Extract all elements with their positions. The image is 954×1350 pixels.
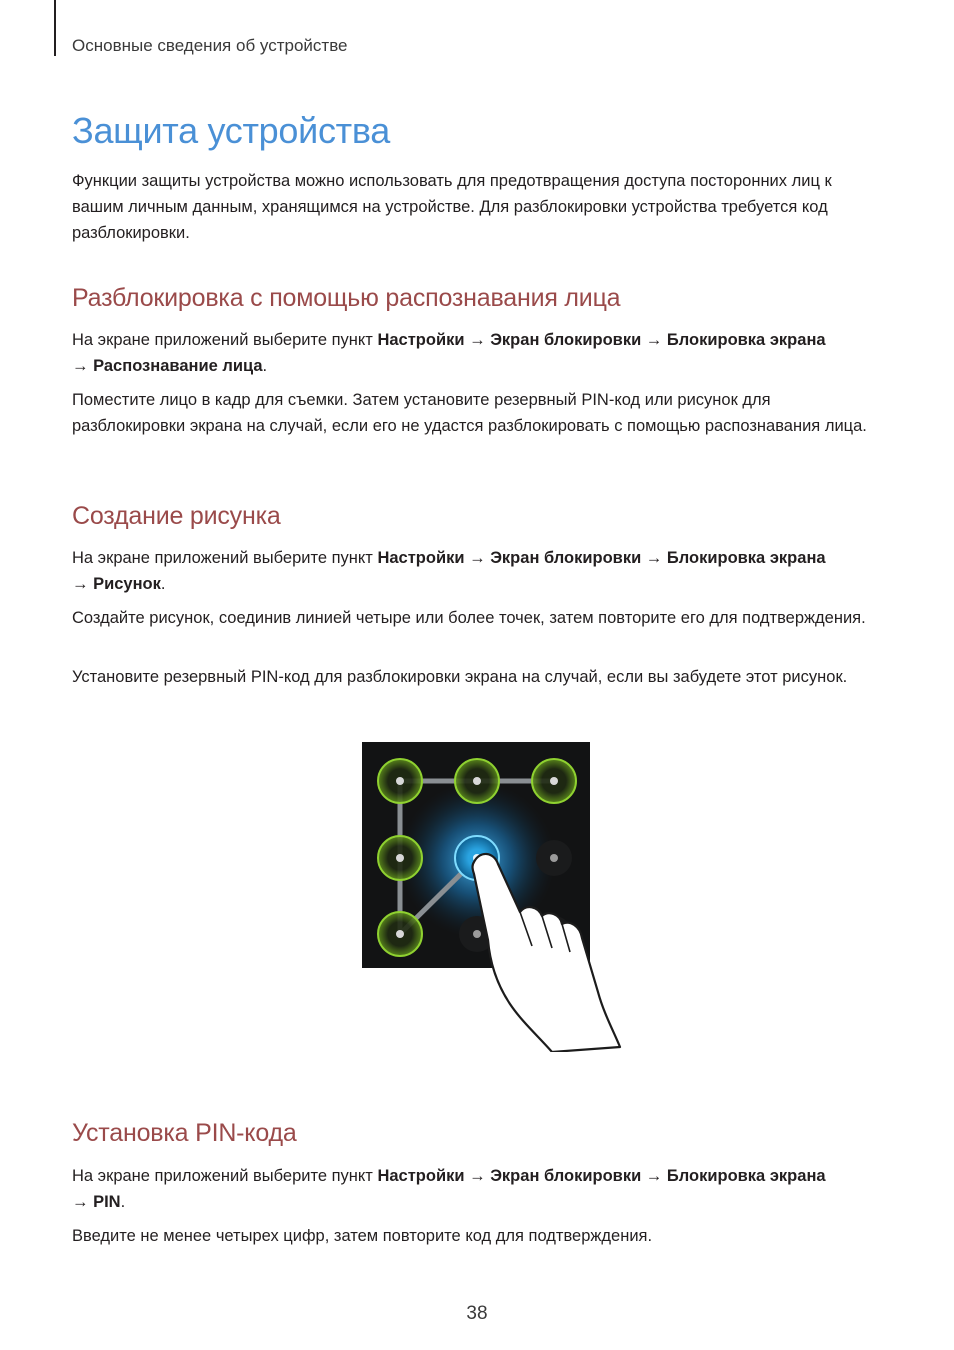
pattern-text-1: Создайте рисунок, соединив линией четыре или более точек, затем повторите его для подтверждения.: [72, 609, 866, 627]
menu-pattern: Рисунок: [93, 575, 161, 593]
section-heading-pin: Установка PIN-кода: [72, 1119, 297, 1147]
face-unlock-text: Поместите лицо в кадр для съемки. Затем установите резервный PIN-код или рисунок для разблокировки экрана на случай, если его не удастся разблокировать с помощью распознавания лица.: [72, 391, 867, 435]
menu-screen-lock: Блокировка экрана: [666, 1167, 826, 1185]
pattern-dot-4: [378, 836, 422, 880]
section-heading-pattern: Создание рисунка: [72, 502, 281, 530]
menu-pin: PIN: [93, 1193, 121, 1211]
pattern-path: На экране приложений выберите пункт Настройки → Экран блокировки → Блокировка экрана → Рисунок.: [72, 549, 826, 593]
pattern-dot-3: [532, 759, 576, 803]
page-number: 38: [466, 1303, 488, 1324]
pattern-lock-svg: [362, 742, 632, 1052]
pin-text: Введите не менее четырех цифр, затем повторите код для подтверждения.: [72, 1227, 653, 1245]
pattern-dot-6: [536, 840, 572, 876]
menu-settings: Настройки: [377, 1167, 465, 1185]
pattern-dot-7: [378, 912, 422, 956]
pattern-lock-illustration: [362, 742, 632, 1052]
menu-settings: Настройки: [377, 331, 465, 349]
face-unlock-path: На экране приложений выберите пункт Настройки → Экран блокировки → Блокировка экрана → Распознавание лица.: [72, 331, 826, 375]
menu-screen-lock: Блокировка экрана: [666, 549, 826, 567]
page-title: Защита устройства: [72, 110, 390, 151]
pattern-dot-1: [378, 759, 422, 803]
margin-rule: [54, 0, 56, 56]
menu-lock-screen: Экран блокировки: [490, 1167, 642, 1185]
menu-screen-lock: Блокировка экрана: [666, 331, 826, 349]
intro-paragraph: Функции защиты устройства можно использовать для предотвращения доступа посторонних лиц к вашим личным данным, хранящимся на устройстве. Для разблокировки устройства требуется код разблокировки.: [72, 172, 832, 242]
pin-path: На экране приложений выберите пункт Настройки → Экран блокировки → Блокировка экрана → PIN.: [72, 1167, 826, 1211]
section-heading-face-unlock: Разблокировка с помощью распознавания лица: [72, 284, 621, 312]
pattern-dot-2: [455, 759, 499, 803]
pattern-text-2: Установите резервный PIN-код для разблокировки экрана на случай, если вы забудете этот рисунок.: [72, 668, 848, 686]
menu-lock-screen: Экран блокировки: [490, 331, 642, 349]
menu-lock-screen: Экран блокировки: [490, 549, 642, 567]
menu-face-unlock: Распознавание лица: [93, 357, 263, 375]
menu-settings: Настройки: [377, 549, 465, 567]
running-head: Основные сведения об устройстве: [72, 36, 348, 55]
